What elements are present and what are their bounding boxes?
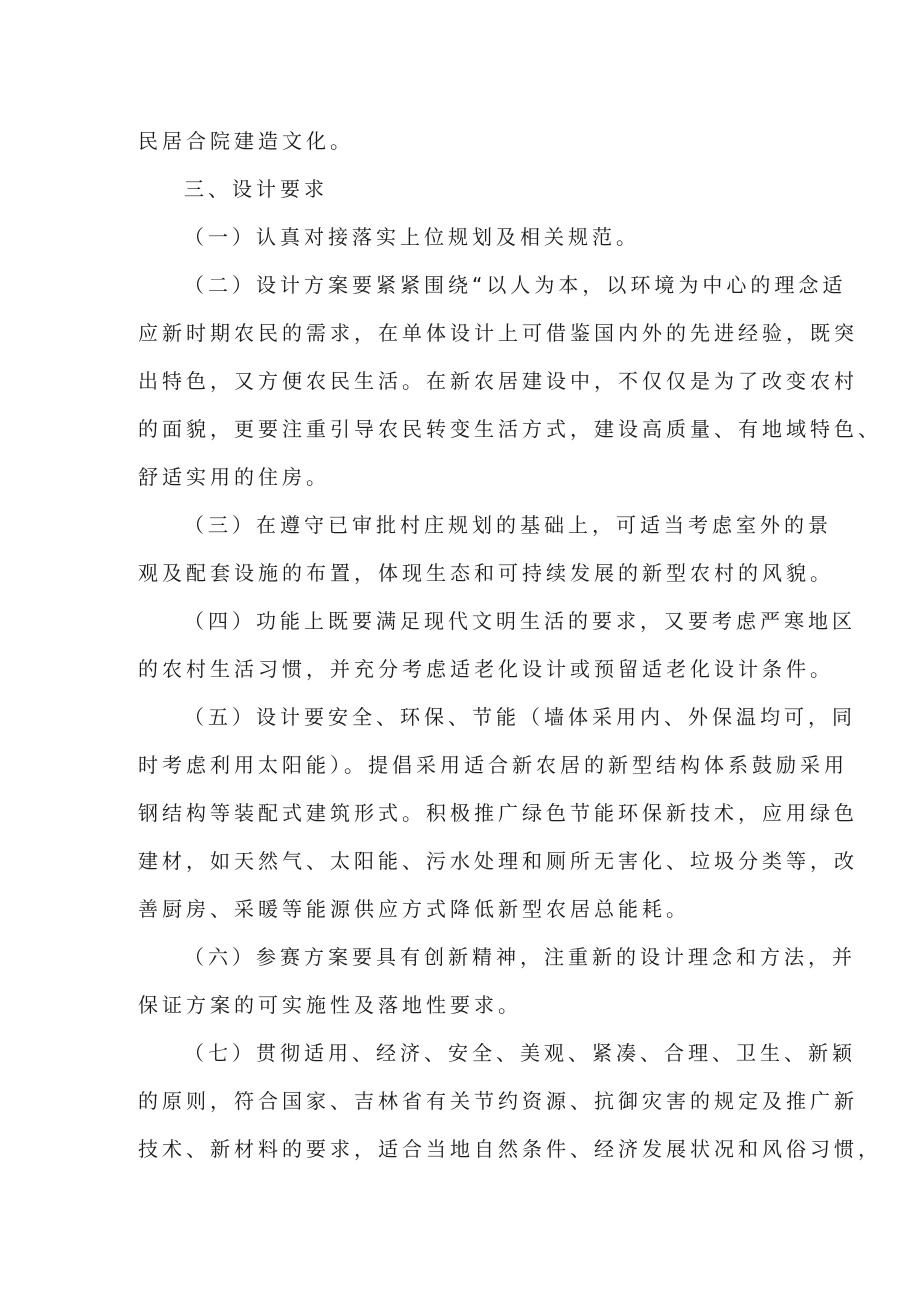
- text-line: 舒适实用的住房。: [138, 465, 330, 489]
- requirement-item-7: [138, 1029, 882, 1173]
- text-line: 技术、新材料的要求，适合当地自然条件、经济发展状况和风俗习惯，: [138, 1137, 882, 1161]
- text-line: （一）认真对接落实上位规划及相关规范。: [184, 225, 640, 249]
- text-line: 应新时期农民的需求，在单体设计上可借鉴国内外的先进经验，既突: [138, 321, 858, 345]
- text-line: （二）设计方案要紧紧围绕“以人为本，以环境为中心的理念适: [184, 273, 847, 297]
- text-line: 观及配套设施的布置，体现生态和可持续发展的新型农村的风貌。: [138, 561, 834, 585]
- requirement-item-6: [138, 933, 856, 1029]
- text-line: 钢结构等装配式建筑形式。积极推广绿色节能环保新技术，应用绿色: [138, 801, 858, 825]
- text-line: 的原则，符合国家、吉林省有关节约资源、抗御灾害的规定及推广新: [138, 1089, 858, 1113]
- text-line: 的农村生活习惯，并充分考虑适老化设计或预留适老化设计条件。: [138, 657, 834, 681]
- text-line: 的面貌，更要注重引导农民转变生活方式，建设高质量、有地域特色、: [138, 417, 882, 441]
- text-line: 时考虑利用太阳能）。提倡采用适合新农居的新型结构体系鼓励采用: [138, 753, 848, 777]
- text-line: （五）设计要安全、环保、节能（墙体采用内、外保温均可，同: [184, 705, 856, 729]
- text-line: （七）贯彻适用、经济、安全、美观、紧凑、合理、卫生、新颖: [184, 1041, 856, 1065]
- text-line: （四）功能上既要满足现代文明生活的要求，又要考虑严寒地区: [184, 609, 856, 633]
- requirement-item-1: [138, 213, 793, 261]
- text-line: 出特色，又方便农民生活。在新农居建设中，不仅仅是为了改变农村: [138, 369, 858, 393]
- text-line: （六）参赛方案要具有创新精神，注重新的设计理念和方法，并: [184, 945, 856, 969]
- section-title: 三、设计要求: [184, 177, 328, 201]
- paragraph-continuation: [138, 117, 793, 165]
- text-line: 建材，如天然气、太阳能、污水处理和厕所无害化、垃圾分类等，改: [138, 849, 858, 873]
- text-line: （三）在遵守已审批村庄规划的基础上，可适当考虑室外的景: [184, 513, 832, 537]
- section-heading: [138, 165, 793, 213]
- text-line: 保证方案的可实施性及落地性要求。: [138, 993, 522, 1017]
- requirement-item-3: [138, 501, 834, 597]
- text-line: 民居合院建造文化。: [138, 129, 354, 153]
- requirement-item-4: [138, 597, 856, 693]
- text-line: 善厨房、采暖等能源供应方式降低新型农居总能耗。: [138, 897, 690, 921]
- requirement-item-5: [138, 693, 858, 933]
- requirement-item-2: [138, 261, 882, 501]
